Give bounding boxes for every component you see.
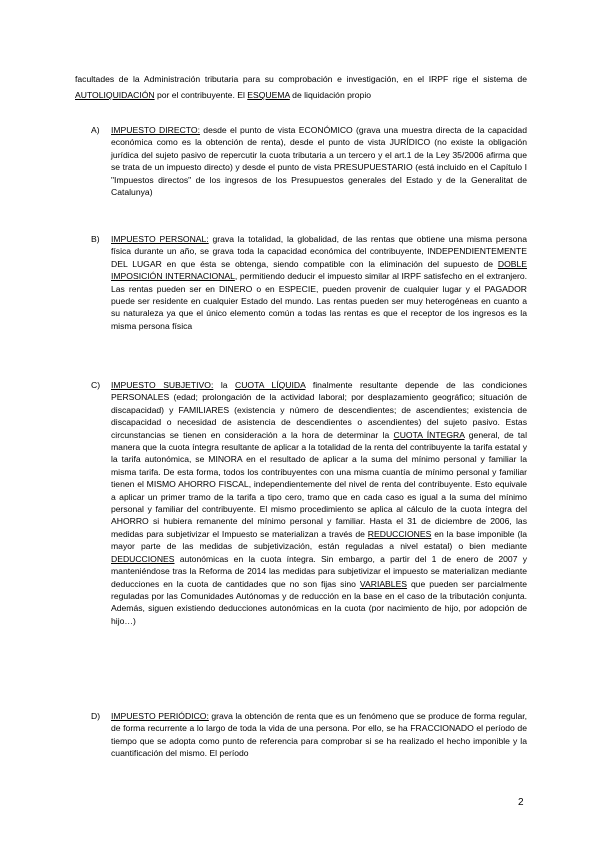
section-c-text-2: finalmente resultante depende de las condiciones PERSONALES (edad; prolongación de la actividad laboral; por desplazamiento geográfico; situación de discapacidad) y FAMILIARES (existencia y número de descendientes; de ascendientes; existencia de discapacidad o necesidad de asistencia de descendientes o ascendientes) del sujeto pasivo. Estas circunstancias se tienen en consideración a la hora de determinar la — [111, 380, 527, 440]
variables-term: VARIABLES — [359, 578, 408, 589]
section-a-text: desde el punto de vista ECONÓMICO (grava una muestra directa de la capacidad económica como es la obtención de renta), desde el punto de vista JURÍDICO (no existe la obligación jurídica del sujeto pasivo de repercutir la cuota tributaria a un tercero y el art.1 de la Ley 35/2006 afirma que se trata de un impuesto directo) y desde el punto de vista PRESUPUESTARIO (está incluido en el Capítulo I "Impuestos directos" de los ingresos de los Presupuestos generales del Estado y de la Generalitat de Catalunya) — [111, 125, 527, 198]
section-d — [91, 710, 527, 760]
section-a-heading: IMPUESTO DIRECTO: — [111, 125, 200, 135]
section-c — [91, 379, 527, 627]
section-c-text-1: la — [213, 380, 235, 390]
section-d-heading: IMPUESTO PERIÓDICO: — [111, 711, 209, 721]
section-b-body — [111, 233, 527, 332]
section-a-body — [111, 124, 527, 198]
autoliquidacion-term: AUTOLIQUIDACIÓN — [75, 90, 155, 100]
section-b-text-2: , permitiendo deducir el impuesto similar al IRPF satisfecho en el extranjero. Las rentas pueden ser en DINERO o en ESPECIE, pueden provenir de cualquier lugar y el PAGADOR puede ser residente en cualquier Estado del mundo. Las rentas pueden ser muy heterogéneas en cuanto a su naturaleza ya que el único elemento común a todas las rentas es que el receptor de los ingresos es la misma persona física — [111, 271, 527, 331]
intro-text-2: por el contribuyente. El — [154, 90, 248, 100]
section-b — [91, 233, 527, 332]
doble-imposicion-term: DOBLE IMPOSICIÓN INTERNACIONAL — [111, 258, 527, 282]
section-c-text-5: autonómicas en la cuota íntegra. Sin embargo, a partir del 1 de enero de 2007 y manteniéndose tras la Reforma de 2014 las medidas para subjetivizar el impuesto se materializan mediante deducciones en la cuota de cantidades que no son fijas sino — [111, 553, 527, 589]
section-c-heading: IMPUESTO SUBJETIVO: — [111, 380, 214, 390]
reducciones-term: REDUCCIONES — [367, 528, 432, 539]
section-a-letter: A) — [91, 125, 100, 135]
section-d-text: grava la obtención de renta que es un fenómeno que se produce de forma regular, de forma recurrente a lo largo de toda la vida de una persona. Por ello, se ha FRACCIONADO el período de tiempo que se adopta como punto de referencia para comprobar si se ha realizado el hecho imponible y la cuantificación del mismo. El período — [111, 711, 527, 759]
section-b-letter: B) — [91, 234, 100, 244]
section-c-body — [111, 379, 527, 627]
section-c-text-6: que pueden ser parcialmente reguladas por las Comunidades Autónomas y de reducción en la base en el caso de la tributación conjunta. Además, siguen existiendo deducciones autonómicas en la cuota (por nacimiento de hijo, por adopción de hijo…) — [111, 578, 527, 626]
intro-paragraph — [75, 71, 527, 103]
esquema-term: ESQUEMA — [247, 90, 290, 100]
section-a — [91, 124, 527, 198]
deducciones-term: DEDUCCIONES — [111, 553, 175, 564]
section-c-letter: C) — [91, 380, 101, 390]
section-b-heading: IMPUESTO PERSONAL: — [111, 234, 209, 244]
section-d-body — [111, 710, 527, 760]
section-d-letter: D) — [91, 711, 101, 721]
page-number: 2 — [518, 797, 524, 808]
intro-text-1: facultades de la Administración tributaria para su comprobación e investigación, en el IRPF rige el sistema de — [75, 74, 527, 84]
intro-text-3: de liquidación propio — [289, 90, 372, 100]
section-b-text-1: grava la totalidad, la globalidad, de las rentas que obtiene una misma persona física durante un año, se grava toda la capacidad económica del contribuyente, INDEPENDIENTEMENTE DEL LUGAR en que ésta se obtenga, siendo compatible con la eliminación del supuesto de — [111, 234, 527, 269]
cuota-liquida-term: CUOTA LÍQUIDA — [235, 380, 306, 390]
section-c-text-4: en la base imponible (la mayor parte de las medidas de subjetivización, están reguladas a nivel estatal) o bien mediante — [111, 528, 527, 552]
cuota-integra-term: CUOTA ÍNTEGRA — [393, 429, 465, 440]
section-c-text-3: general, de tal manera que la cuota íntegra resultante de aplicar a la totalidad de la renta del contribuyente la tarifa estatal y la tarifa autonómica, se MINORA en el resultado de aplicar a la suma del mínimo personal y familiar la misma tarifa. De esta forma, todos los contribuyentes con una misma cuantía de mínimo personal y familiar tienen el MISMO AHORRO FISCAL, independientemente del nivel de renta del contribuyente. Esto equivale a aplicar un primer tramo de la tarifa a tipo cero, tramo que en cada caso es igual a la suma del mínimo personal y familiar del contribuyente. El mismo procedimiento se aplica al cálculo de la cuota íntegra del AHORRO si hubiera remanente del mínimo personal y familiar. Hasta el 31 de diciembre de 2006, las medidas para subjetivizar el Impuesto se materializan a través de — [111, 429, 527, 539]
